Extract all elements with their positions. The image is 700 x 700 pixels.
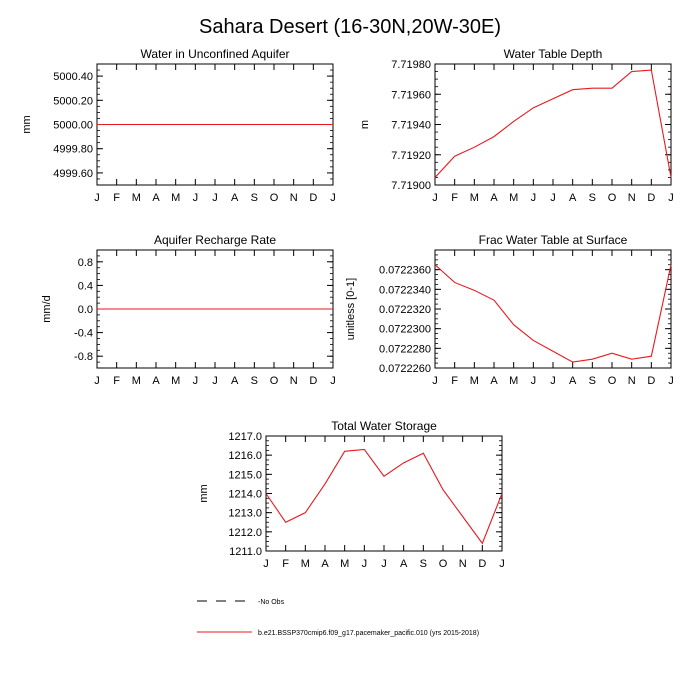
x-tick-label: D xyxy=(309,192,318,204)
x-tick-label: A xyxy=(230,192,239,204)
x-tick-label: M xyxy=(509,375,519,387)
y-tick-label: -0.8 xyxy=(74,351,93,364)
y-tick-label: 5000.00 xyxy=(53,119,93,132)
legend xyxy=(197,599,479,637)
y-tick-label: 5000.20 xyxy=(53,95,93,108)
x-tick-label: A xyxy=(230,375,239,387)
x-tick-label: M xyxy=(340,558,350,570)
y-tick-label: -0.4 xyxy=(74,327,93,340)
y-tick-label: 1211.0 xyxy=(229,546,262,558)
y-tick-label: 1214.0 xyxy=(228,488,262,501)
x-tick-label: F xyxy=(451,375,459,387)
x-tick-label: M xyxy=(131,192,141,204)
x-tick-label: S xyxy=(419,558,428,570)
x-tick-label: J xyxy=(330,192,336,204)
series-line xyxy=(435,265,671,362)
series-line xyxy=(435,70,671,177)
y-tick-label: 5000.40 xyxy=(53,71,93,84)
x-tick-label: J xyxy=(94,192,100,204)
y-tick-label: 0.4 xyxy=(77,280,93,293)
x-tick-label: A xyxy=(490,375,498,387)
x-tick-label: J xyxy=(550,375,556,387)
x-tick-label: A xyxy=(152,375,160,387)
x-tick-label: M xyxy=(131,375,141,387)
y-tick-label: 1216.0 xyxy=(228,450,262,463)
y-tick-label: 0.0722300 xyxy=(379,323,431,336)
x-tick-label: J xyxy=(212,375,218,387)
y-tick-label: 4999.60 xyxy=(53,167,93,180)
x-tick-label: J xyxy=(530,375,537,387)
panel-title: Aquifer Recharge Rate xyxy=(153,233,277,247)
x-tick-label: D xyxy=(647,375,656,387)
x-tick-label: N xyxy=(458,558,467,570)
x-tick-label: M xyxy=(171,192,181,204)
x-tick-label: A xyxy=(399,558,408,570)
x-tick-label: A xyxy=(152,192,160,204)
x-tick-label: F xyxy=(451,192,459,204)
y-axis-label: m xyxy=(359,119,371,130)
x-tick-label: J xyxy=(263,558,269,570)
x-tick-label: S xyxy=(250,192,259,204)
y-axis-label: unitless [0-1] xyxy=(345,277,357,341)
x-tick-label: S xyxy=(588,375,597,387)
y-tick-label: 7.71960 xyxy=(391,89,431,102)
x-tick-label: N xyxy=(627,375,636,387)
series-line xyxy=(266,449,502,543)
x-tick-label: J xyxy=(192,192,199,204)
y-tick-label: 7.71920 xyxy=(391,149,431,162)
y-tick-label: 0.0 xyxy=(77,304,93,316)
x-tick-label: J xyxy=(361,558,368,570)
y-axis-label: mm xyxy=(198,484,210,503)
x-tick-label: F xyxy=(113,192,121,204)
x-tick-label: O xyxy=(607,192,617,204)
panel-3 xyxy=(41,233,336,387)
x-tick-label: A xyxy=(568,375,577,387)
x-tick-label: J xyxy=(192,375,199,387)
x-tick-label: J xyxy=(94,375,100,387)
x-tick-label: M xyxy=(300,558,310,570)
panel-title: Frac Water Table at Surface xyxy=(478,233,628,247)
x-tick-label: J xyxy=(668,192,674,204)
legend-model-label: b.e21.BSSP370cmip6.f09_g17.pacemaker_pacific.010 (yrs 2015-2018) xyxy=(258,630,480,637)
x-tick-label: J xyxy=(432,375,438,387)
x-tick-label: J xyxy=(668,375,674,387)
x-tick-label: N xyxy=(627,192,636,204)
y-tick-label: 0.0722280 xyxy=(379,343,431,356)
x-tick-label: O xyxy=(607,375,617,387)
y-tick-label: 0.0722340 xyxy=(379,284,431,297)
x-tick-label: J xyxy=(381,558,387,570)
y-tick-label: 7.71900 xyxy=(391,180,431,192)
x-tick-label: J xyxy=(530,192,537,204)
panel-title: Water Table Depth xyxy=(503,47,603,61)
plot-frame xyxy=(435,64,671,185)
x-tick-label: M xyxy=(469,375,479,387)
x-tick-label: N xyxy=(289,192,298,204)
panel-2 xyxy=(359,47,674,204)
plot-frame xyxy=(435,250,671,368)
x-tick-label: M xyxy=(509,192,519,204)
panels xyxy=(21,47,674,570)
x-tick-label: O xyxy=(269,192,279,204)
x-tick-label: F xyxy=(113,375,121,387)
y-tick-label: 1213.0 xyxy=(228,507,262,520)
y-tick-label: 1215.0 xyxy=(228,469,262,482)
x-tick-label: J xyxy=(330,375,336,387)
x-tick-label: S xyxy=(588,192,597,204)
panel-title: Total Water Storage xyxy=(331,419,437,433)
x-tick-label: F xyxy=(282,558,290,570)
y-tick-label: 0.0722260 xyxy=(379,363,431,375)
panel-4 xyxy=(345,233,674,387)
y-tick-label: 1217.0 xyxy=(228,431,262,443)
y-tick-label: 1212.0 xyxy=(228,526,262,539)
y-axis-label: mm xyxy=(21,115,33,134)
x-tick-label: A xyxy=(490,192,498,204)
y-tick-label: 0.0722360 xyxy=(379,264,431,277)
y-axis-label: mm/d xyxy=(41,295,53,323)
legend-no-obs-label: -No Obs xyxy=(258,599,285,606)
y-tick-label: 0.0722320 xyxy=(379,304,431,316)
plot-frame xyxy=(266,436,502,551)
figure-title: Sahara Desert (16-30N,20W-30E) xyxy=(199,16,501,38)
y-tick-label: 7.71980 xyxy=(391,59,431,71)
panel-title: Water in Unconfined Aquifer xyxy=(140,47,290,61)
x-tick-label: O xyxy=(269,375,279,387)
x-tick-label: J xyxy=(499,558,505,570)
x-tick-label: D xyxy=(309,375,318,387)
y-tick-label: 4999.80 xyxy=(53,143,93,156)
x-tick-label: D xyxy=(647,192,656,204)
x-tick-label: A xyxy=(321,558,329,570)
x-tick-label: J xyxy=(550,192,556,204)
x-tick-label: S xyxy=(250,375,259,387)
x-tick-label: N xyxy=(289,375,298,387)
panel-5 xyxy=(198,419,505,570)
y-tick-label: 7.71940 xyxy=(391,119,431,132)
x-tick-label: O xyxy=(438,558,448,570)
x-tick-label: J xyxy=(432,192,438,204)
x-tick-label: M xyxy=(469,192,479,204)
x-tick-label: M xyxy=(171,375,181,387)
panel-1 xyxy=(21,47,336,204)
x-tick-label: D xyxy=(478,558,487,570)
x-tick-label: A xyxy=(568,192,577,204)
y-tick-label: 0.8 xyxy=(77,256,93,269)
x-tick-label: J xyxy=(212,192,218,204)
